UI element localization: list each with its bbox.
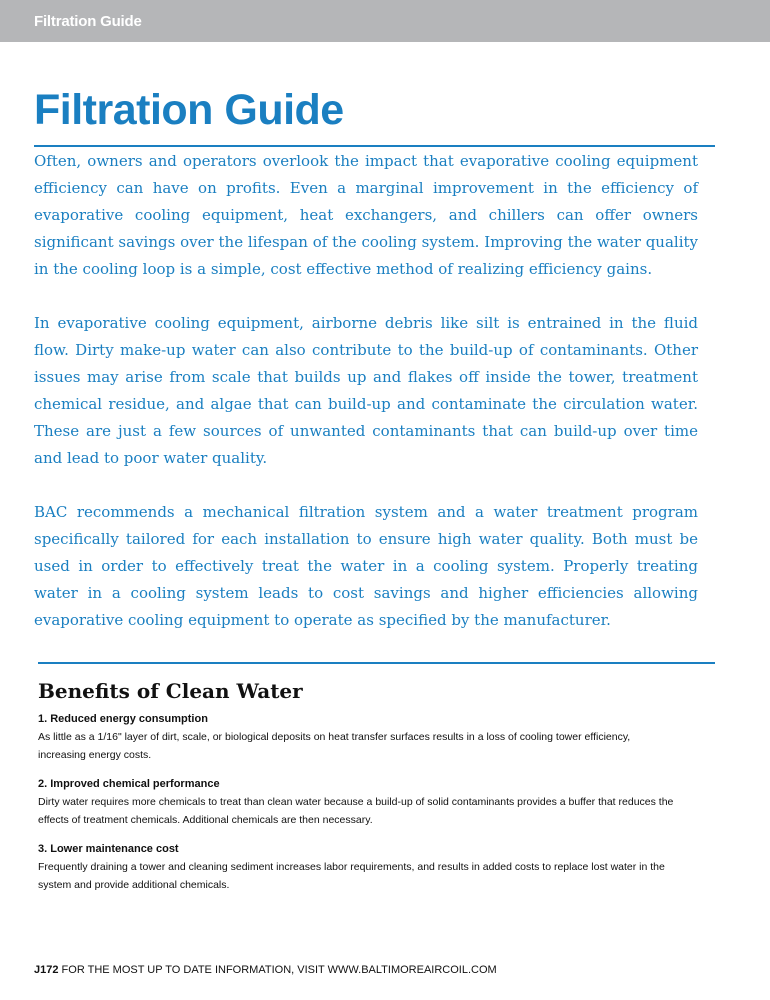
benefit-body: Frequently draining a tower and cleaning sediment increases labor requirements, and results in added costs to replace lost water in the system and provide additional chemicals. [38, 861, 665, 891]
benefit-body: As little as a 1/16" layer of dirt, scale, or biological deposits on heat transfer surfaces results in a loss of cooling tower efficiency, increasing energy costs. [38, 731, 631, 761]
benefit-item [38, 841, 678, 894]
section-divider [38, 662, 715, 664]
benefit-heading: 1. Reduced energy consumption [38, 713, 208, 725]
benefit-body: Dirty water requires more chemicals to treat than clean water because a build-up of solid contaminants provides a buffer that reduces the effects of treatment chemicals. Additional chemicals are then necessary. [38, 796, 674, 826]
header-title: Filtration Guide [34, 13, 142, 30]
benefit-heading: 3. Lower maintenance cost [38, 843, 179, 855]
title-divider [34, 145, 715, 147]
intro-paragraph: In evaporative cooling equipment, airborne debris like silt is entrained in the fluid flow. Dirty make-up water can also contribute to the build-up of contaminants. Other issues may arise from scale that builds up and flakes off inside the tower, treatment chemical residue, and algae that can build-up and contaminate the circulation water. These are just a few sources of unwanted contaminants that can build-up over time and lead to poor water quality. [34, 314, 698, 467]
intro-paragraph: Often, owners and operators overlook the impact that evaporative cooling equipment efficiency can have on profits. Even a marginal improvement in the efficiency of evaporative cooling equipment, heat exchangers, and chillers can offer owners significant savings over the lifespan of the cooling system. Improving the water quality in the cooling loop is a simple, cost effective method of realizing efficiency gains. [34, 152, 698, 278]
intro-text [34, 148, 698, 634]
header-bar [0, 0, 770, 42]
benefit-heading: 2. Improved chemical performance [38, 778, 220, 790]
page-footer [34, 964, 497, 976]
page-number: J172 [34, 964, 59, 976]
page-title: Filtration Guide [34, 86, 344, 134]
benefit-item [38, 776, 678, 829]
benefit-item [38, 711, 678, 764]
benefits-title: Benefits of Clean Water [38, 679, 303, 703]
intro-paragraph: BAC recommends a mechanical filtration system and a water treatment program specifically tailored for each installation to ensure high water quality. Both must be used in order to effectively treat the water in a cooling system. Properly treating water in a cooling system leads to cost savings and higher efficiencies allowing evaporative cooling equipment to operate as specified by the manufacturer. [34, 503, 698, 629]
footer-text: FOR THE MOST UP TO DATE INFORMATION, VISIT WWW.BALTIMOREAIRCOIL.COM [58, 964, 497, 976]
